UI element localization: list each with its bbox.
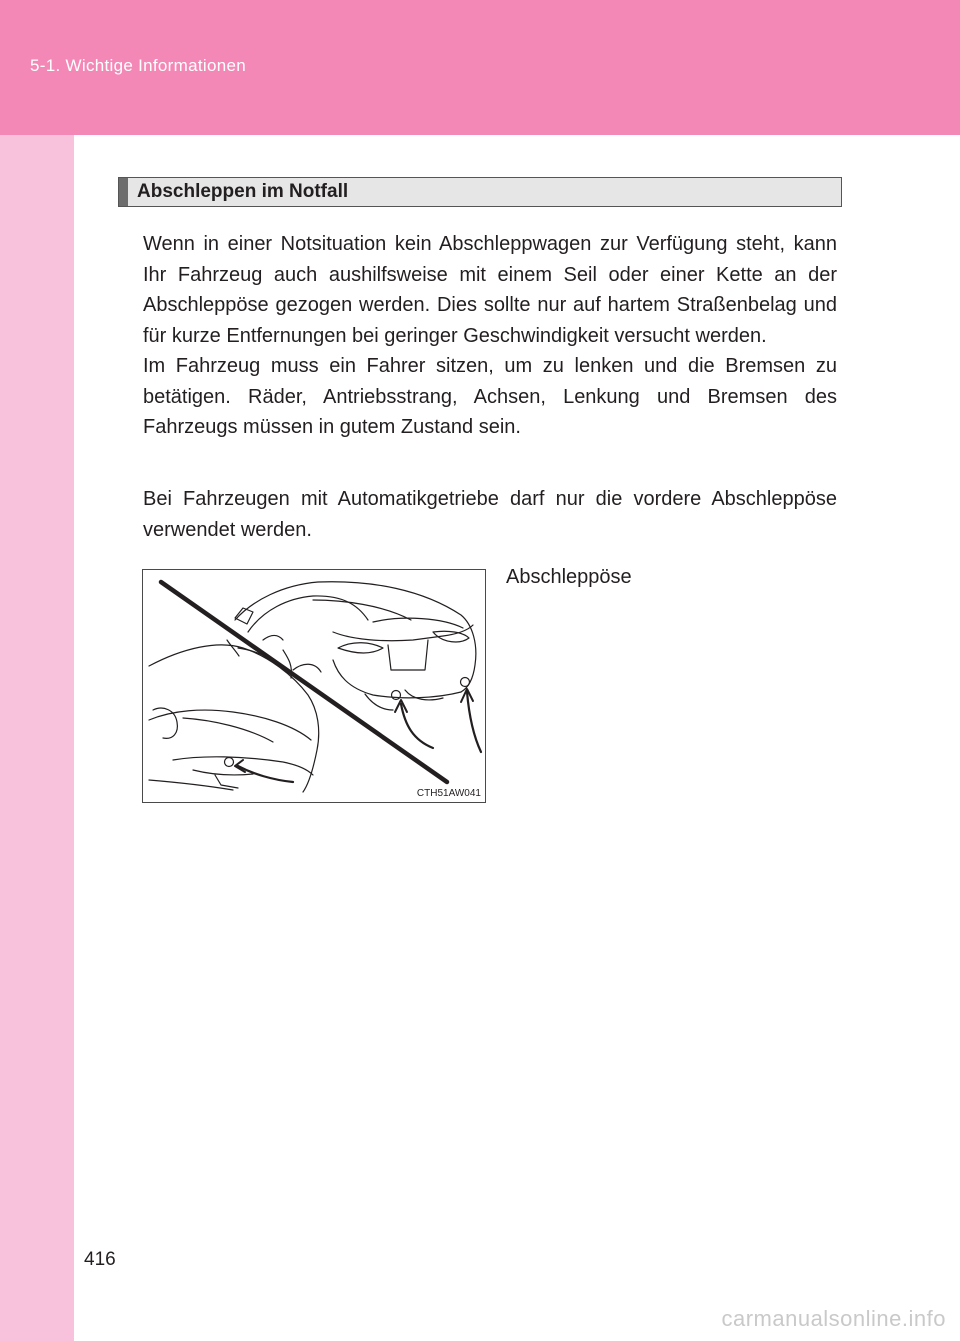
paragraph-driver: Im Fahrzeug muss ein Fahrer sitzen, um zu lenken und die Bremsen zu betätigen. Räder, Antriebsstrang, Achsen, Lenkung und Bremsen des Fahrzeugs müssen in gutem Zustand sein. [143, 355, 837, 438]
car-drawing [143, 570, 487, 804]
body-block-1 [143, 229, 837, 443]
chapter-heading: 5-1. Wichtige Informationen [30, 56, 246, 75]
page-header [0, 0, 960, 135]
paragraph-automatic: Bei Fahrzeugen mit Automatikgetriebe darf nur die vordere Abschleppöse verwendet werden. [143, 488, 837, 541]
paragraph-towing: Wenn in einer Notsituation kein Abschleppwagen zur Verfügung steht, kann Ihr Fahrzeug auch aushilfsweise mit einem Seil oder einer Kette an der Abschleppöse gezogen werden. Dies sollte nur auf hartem Straßenbelag und für kurze Entfernungen bei geringer Geschwindigkeit versucht werden. [143, 233, 837, 347]
site-watermark[interactable]: carmanualsonline.info [721, 1306, 946, 1331]
page-number: 416 [84, 1249, 116, 1270]
side-strip [0, 135, 74, 1341]
figure-code: CTH51AW041 [416, 788, 481, 799]
section-heading-bar [118, 177, 842, 207]
towing-eye-callout: Abschleppöse [506, 566, 632, 588]
towing-eye-illustration [142, 569, 486, 803]
section-title: Abschleppen im Notfall [137, 181, 349, 202]
section-heading-accent [119, 178, 128, 206]
